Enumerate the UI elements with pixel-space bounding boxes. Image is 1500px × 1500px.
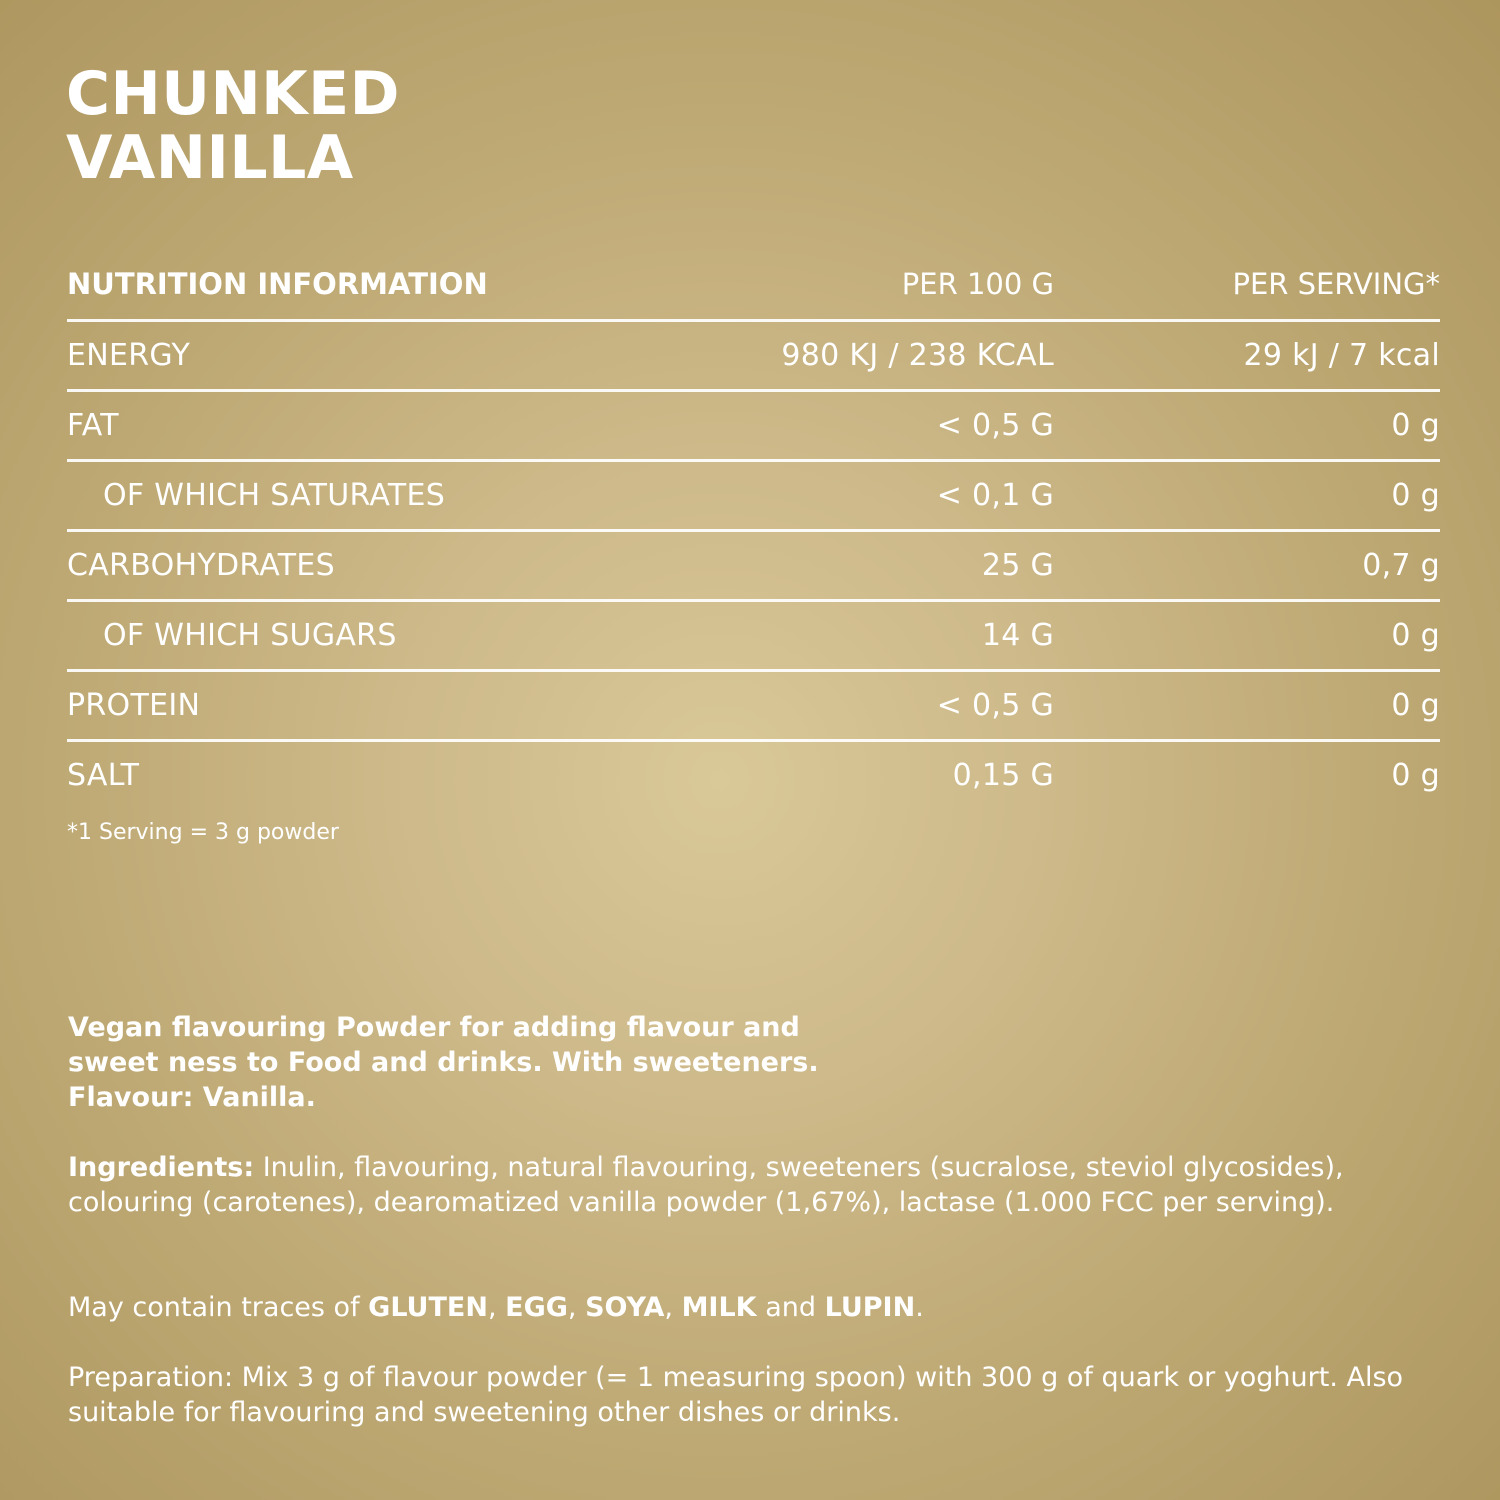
allergen-egg: EGG bbox=[505, 1292, 568, 1323]
nutrient-per-serving: 0 g bbox=[1391, 758, 1440, 794]
preparation-paragraph: Preparation: Mix 3 g of flavour powder (= 1 measuring spoon) with 300 g of quark or yoghurt. Also suitable for flavouring and sweetening other dishes or drinks. bbox=[68, 1362, 1404, 1428]
nutrient-per-100g: < 0,1 G bbox=[707, 460, 1054, 530]
nutrient-per-100g: 980 KJ / 238 KCAL bbox=[707, 320, 1054, 390]
nutrient-per-100g: < 0,5 G bbox=[707, 670, 1054, 740]
nutrition-row-protein bbox=[67, 670, 1440, 740]
allergen-separator: , bbox=[664, 1292, 682, 1323]
nutrition-row-carbohydrates bbox=[67, 530, 1440, 600]
nutrition-row-sugars bbox=[67, 600, 1440, 670]
nutrient-label: CARBOHYDRATES bbox=[67, 530, 707, 600]
nutrient-label: FAT bbox=[67, 390, 707, 460]
nutrient-label: SALT bbox=[67, 758, 140, 794]
description-line-1: Vegan flavouring Powder for adding flavour and bbox=[68, 1012, 800, 1043]
description-line-3: Flavour: Vanilla. bbox=[68, 1082, 316, 1113]
product-title bbox=[66, 59, 400, 193]
description-line-2: sweet ness to Food and drinks. With sweeteners. bbox=[68, 1047, 819, 1078]
nutrition-row-fat bbox=[67, 390, 1440, 460]
nutrition-row-salt bbox=[67, 740, 1440, 810]
product-title-line-1: CHUNKED bbox=[66, 59, 400, 129]
ingredients-label: Ingredients: bbox=[68, 1152, 255, 1183]
nutrition-table bbox=[67, 250, 1440, 810]
nutrition-row-energy bbox=[67, 320, 1440, 390]
nutrient-per-serving: 0 g bbox=[1054, 600, 1440, 670]
nutrient-per-serving: 0 g bbox=[1054, 460, 1440, 530]
nutrient-per-serving: 0 g bbox=[1054, 670, 1440, 740]
allergen-and: and bbox=[756, 1292, 825, 1323]
nutrient-per-serving: 0,7 g bbox=[1054, 530, 1440, 600]
nutrient-per-serving: 0 g bbox=[1054, 390, 1440, 460]
allergen-gluten: GLUTEN bbox=[368, 1292, 488, 1323]
allergen-paragraph bbox=[68, 1290, 1438, 1325]
allergen-soya: SOYA bbox=[585, 1292, 665, 1323]
nutrient-per-100g: 0,15 G bbox=[952, 758, 1054, 794]
allergen-end: . bbox=[915, 1292, 924, 1323]
serving-footnote: *1 Serving = 3 g powder bbox=[67, 820, 339, 845]
allergen-separator: , bbox=[567, 1292, 586, 1323]
allergen-separator: , bbox=[487, 1292, 506, 1323]
nutrient-per-100g: 14 G bbox=[707, 600, 1054, 670]
nutrient-label: PROTEIN bbox=[67, 670, 707, 740]
header-per-100g: PER 100 G bbox=[707, 250, 1054, 320]
product-description bbox=[68, 1010, 1428, 1115]
nutrient-label: OF WHICH SATURATES bbox=[67, 460, 707, 530]
nutrition-row-saturates bbox=[67, 460, 1440, 530]
nutrient-label: OF WHICH SUGARS bbox=[67, 600, 707, 670]
nutrient-per-100g: < 0,5 G bbox=[707, 390, 1054, 460]
ingredients-paragraph bbox=[68, 1150, 1438, 1220]
header-nutrition-information: NUTRITION INFORMATION bbox=[67, 250, 707, 320]
allergen-lupin: LUPIN bbox=[824, 1292, 916, 1323]
ingredients-text: Inulin, flavouring, natural flavouring, sweeteners (sucralose, steviol glycosides), colouring (carotenes), dearomatized vanilla powder (1,67%), lactase (1.000 FCC per serving). bbox=[68, 1152, 1344, 1218]
header-per-serving: PER SERVING* bbox=[1054, 250, 1440, 320]
nutrient-per-100g: 25 G bbox=[707, 530, 1054, 600]
allergen-prefix: May contain traces of bbox=[68, 1292, 369, 1323]
nutrition-header-row bbox=[67, 250, 1440, 320]
nutrient-label: ENERGY bbox=[67, 320, 707, 390]
nutrient-per-serving: 29 kJ / 7 kcal bbox=[1054, 320, 1440, 390]
allergen-milk: MILK bbox=[681, 1292, 757, 1323]
product-title-line-2: VANILLA bbox=[66, 123, 354, 193]
